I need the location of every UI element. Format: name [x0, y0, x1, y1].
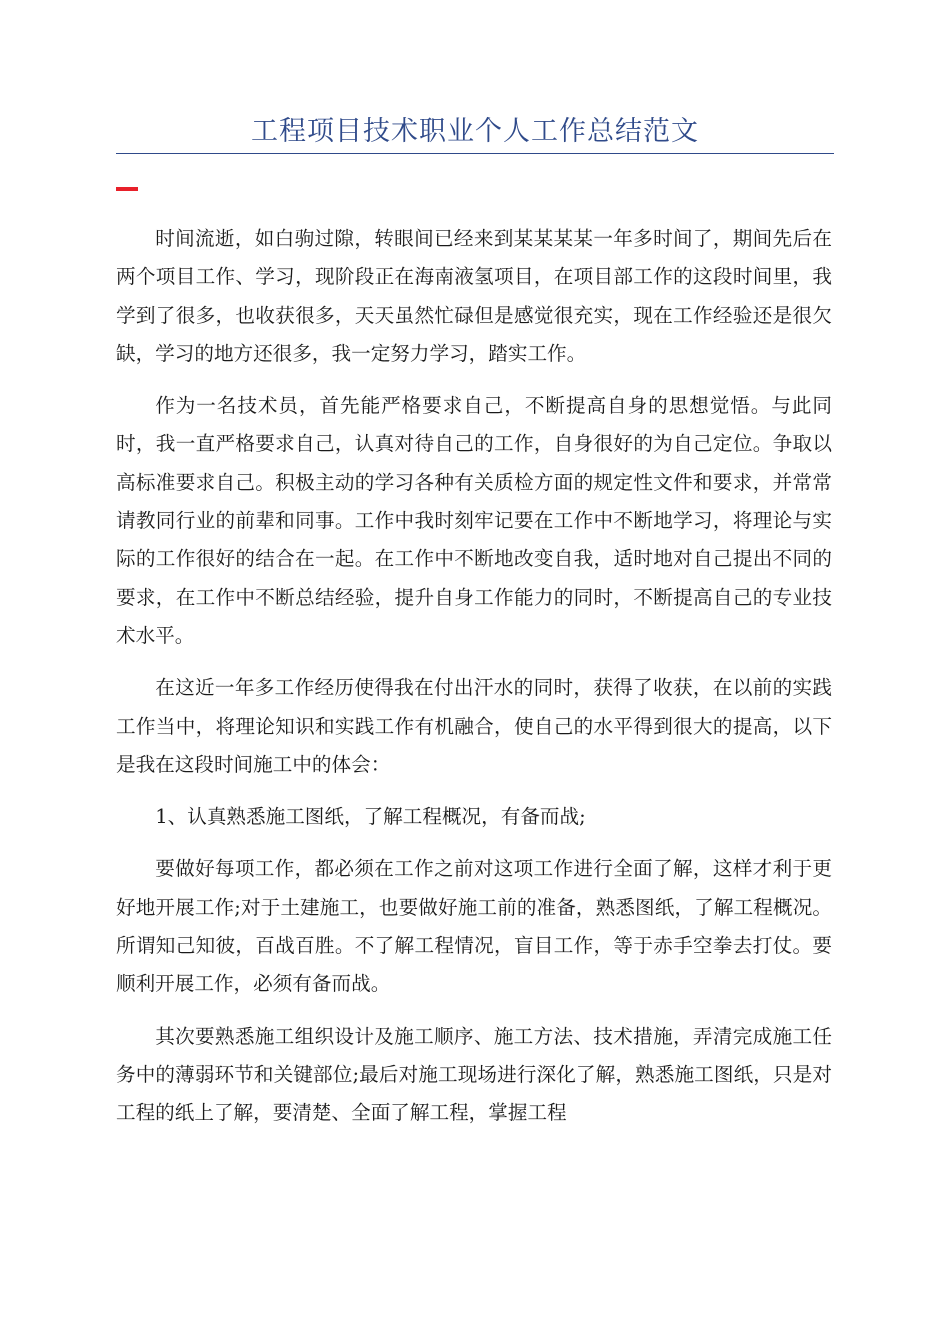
paragraph: 1、认真熟悉施工图纸，了解工程概况，有备而战; [155, 805, 586, 829]
paragraph: 时间流逝，如白驹过隙，转眼间已经来到某某某某一年多时间了，期间先后在两个项目工作、学习，现阶段正在海南液氢项目，在项目部工作的这段时间里，我学到了很多，也收获很多，天天虽然忙碌但是感觉很充实，现在工作经验还是很欠缺，学习的地方还很多，我一定努力学习，踏实工作。 [116, 227, 832, 365]
paragraph: 要做好每项工作，都必须在工作之前对这项工作进行全面了解，这样才利于更好地开展工作;对于土建施工，也要做好施工前的准备，熟悉图纸，了解工程概况。所谓知己知彼，百战百胜。不了解工程情况，盲目工作，等于赤手空拳去打仗。要顺利开展工作，必须有备而战。 [116, 857, 832, 996]
title-underline [116, 153, 834, 154]
paragraph: 其次要熟悉施工组织设计及施工顺序、施工方法、技术措施，弄清完成施工任务中的薄弱环节和关键部位;最后对施工现场进行深化了解，熟悉施工图纸，只是对工程的纸上了解，要清楚、全面了解工程，掌握工程 [116, 1024, 832, 1125]
paragraph: 作为一名技术员，首先能严格要求自己，不断提高自身的思想觉悟。与此同时，我一直严格要求自己，认真对待自己的工作，自身很好的为自己定位。争取以高标准要求自己。积极主动的学习各种有关质检方面的规定性文件和要求，并常常请教同行业的前辈和同事。工作中我时刻牢记要在工作中不断地学习，将理论与实际的工作很好的结合在一起。在工作中不断地改变自我，适时地对自己提出不同的要求，在工作中不断总结经验，提升自身工作能力的同时，不断提高自己的专业技术水平。 [116, 394, 832, 647]
document-title: 工程项目技术职业个人工作总结范文 [251, 116, 699, 147]
paragraph: 在这近一年多工作经历使得我在付出汗水的同时，获得了收获，在以前的实践工作当中，将理论知识和实践工作有机融合，使自己的水平得到很大的提高，以下是我在这段时间施工中的体会： [116, 676, 832, 776]
red-accent-mark [116, 187, 138, 191]
document-body [116, 220, 832, 1147]
